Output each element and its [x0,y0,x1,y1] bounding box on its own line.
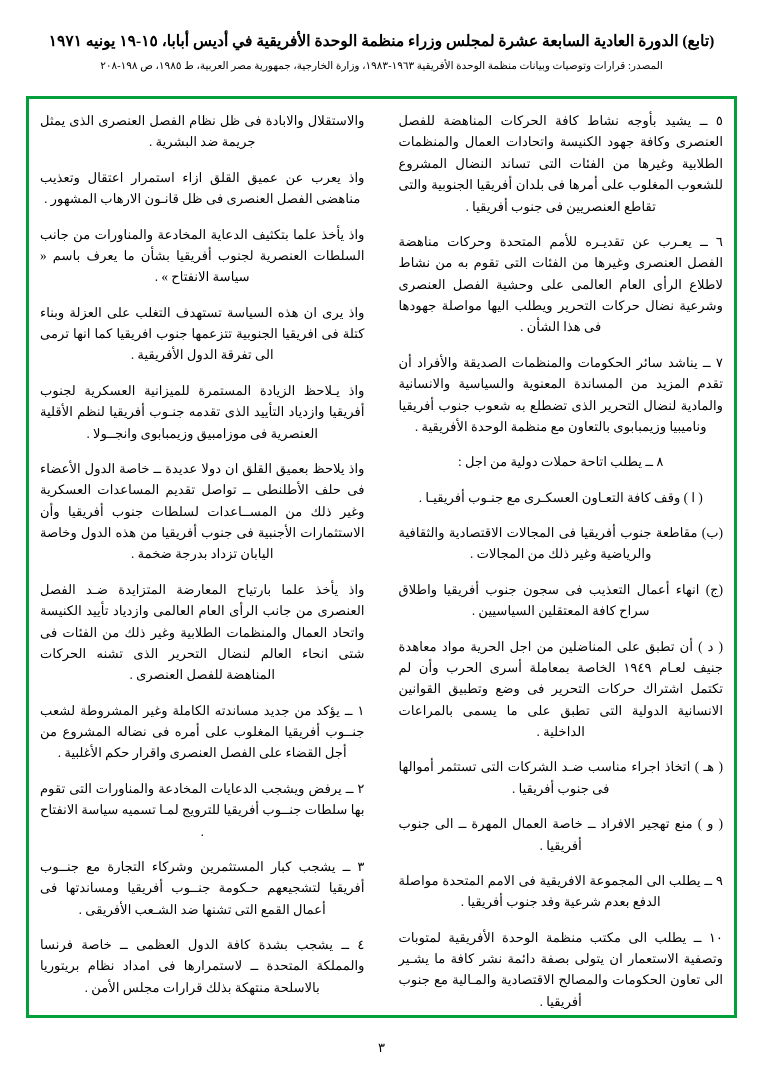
paragraph: واذ يعرب عن عميق القلق ازاء استمرار اعتقال وتعذيب مناهضى الفصل العنصرى فى ظل قانـون الارهاب المشهور . [40,169,365,207]
paragraph: واذ يرى ان هذه السياسة تستهدف التغلب على العزلة وبناء كتلة فى افريقيا الجنوبية تتزعمها جنوب افريقيا كما انها ترمى الى تفرقة الدول الأفريقية . [40,304,365,363]
paragraph: ٨ ــ يطلب اتاحة حملات دولية من اجل : [457,454,664,470]
paragraph: واذ يأخذ علما بتكثيف الدعاية المخادعة والمناورات من جانب السلطات العنصرية لجنوب أفريقيا بشأن ما يعرف باسم « سياسة الانفتاح » . [40,226,365,285]
paragraph: (ب) مقاطعة جنوب أفريقيا فى المجالات الاقتصادية والثقافية والرياضية وغير ذلك من المجالات . [398,525,723,562]
paragraph: ١ ــ يؤكد من جديد مساندته الكاملة وغير المشروطة لشعب جنــوب أفريقيا المغلوب على أمره فى نضاله المشروع من أجل القضاء على الفصل العنصرى واقرار حكم الأغلبية . [40,702,365,761]
paragraph: واذ يـلاحظ الزيادة المستمرة للميزانية العسكرية لجنوب أفريقيا وازدياد التأييد الذى تقدمه جنـوب أفريقيا لنظم الأقلية العنصرية فى موزامبيق وزيمبابوى وانجــولا . [40,382,365,441]
paragraph: ٩ ــ يطلب الى المجموعة الافريقية فى الامم المتحدة مواصلة الدفع بعدم شرعية وفد جنوب أفريقيا . [398,872,723,910]
paragraph: ( هـ ) اتخاذ اجراء مناسب ضـد الشركات التى تستثمر أموالها فى جنوب أفريقيا . [398,759,723,796]
paragraph: ٤ ــ يشجب بشدة كافة الدول العظمى ــ خاصة فرنسا والمملكة المتحدة ــ لاستمرارها فى امداد نظام بريتوريا بالاسلحة منتهكة بذلك قرارات مجلس الأمن . [40,937,365,995]
paragraph: واذ يلاحظ بعميق القلق ان دولا عديدة ــ خاصة الدول الأعضاء فى حلف الأطلنطى ــ تواصل تقديم المساعدات العسكرية وغير ذلك من المســاعدات لسلطات جنوب أفريقيا وأن الاستثمارات الأجنبية فى جنوب أفريقيا من هذه الدول وخاصة اليابان تزداد بدرجة ضخمة . [40,460,365,562]
page-number: ٣ [378,1040,385,1055]
paragraph: ٧ ــ يناشد سائر الحكومات والمنظمات الصديقة والأفراد أن تقدم المزيد من المساندة المعنوية والسياسية والانسانية والمادية لنضال التحرير الذى تضطلع به شعوب جنوب أفريقيا وناميبيا وزيمبابوى بالتعاون مع منظمة الوحدة الأفريقية . [398,354,723,434]
paragraph: والاستقلال والابادة فى ظل نظام الفصل العنصرى الذى يمثل جريمة ضد البشرية . [40,113,365,150]
paragraph: ٣ ــ يشجب كبار المستثمرين وشركاء التجارة مع جنــوب أفريقيا لتشجيعهم حـكومة جنــوب أفريقيا ومساندتها فى أعمال القمع التى تشنها ضد الشـعب الأفريقى . [40,858,365,917]
paragraph: ٥ ــ يشيد بأوجه نشاط كافة الحركات المناهضة للفصل العنصرى وكافة جهود الكنيسة واتحادات العمال والمنظمات الطلابية وغيرها من الفئات التى تساند النضال المشروع للشعوب المغلوب على أمرها فى بلدان أفريقيا الجنوبية والتى تقاطع العنصريين فى جنوب أفريقيا . [398,113,723,214]
document-title: (تابع) الدورة العادية السابعة عشرة لمجلس وزراء منظمة الوحدة الأفريقية في أديس أبابا، ١٥-١٩ يونيه ١٩٧١ [48,33,715,50]
document-source: المصدر: قرارات وتوصيات وبيانات منظمة الوحدة الأفريقية ١٩٦٣-١٩٨٣، وزارة الخارجية، جمهورية مصر العربية، ط ١٩٨٥، ص ١٩٨-٢٠٨ [100,61,663,73]
paragraph: ٦ ــ يعـرب عن تقديـره للأمم المتحدة وحركات مناهضة الفصل العنصرى وغيرها من الفئات التى تقوم به من نشاط لاطلاع الرأى العام العالمى على وحشية الفصل العنصرى وشرعية نضال حركات التحرير ويطلب اليها مواصلة جهودها فى هذا الشأن . [398,233,723,335]
paragraph: ١٠ ــ يطلب الى مكتب منظمة الوحدة الأفريقية لمتوبات وتصفية الاستعمار ان يتولى بصفة دائمة نشر كافة ما يشـير الى تعاون الحكومات والمصالح الاقتصادية والمـالية مع جنوب أفريقيا . [398,929,723,1009]
text-columns [39,110,723,1009]
page-header [0,0,763,75]
column-right [398,110,724,1009]
paragraph: ( و ) منع تهجير الافراد ــ خاصة العمال المهرة ــ الى جنوب أفريقيا . [398,816,723,853]
paragraph: (ج) انهاء أعمال التعذيب فى سجون جنوب أفريقيا واطلاق سراح كافة المعتقلين السياسيين . [398,581,723,619]
paragraph: ( د ) أن تطبق على المناضلين من اجل الحرية مواد معاهدة جنيف لعـام ١٩٤٩ الخاصة بمعاملة أسرى الحرب وأن لم تكتمل اشتراك حركات التحرير فى وضع وتطبيق القوانين الانسانية الدولية التى تطبق على ما يسمى بالمراعات الداخلية . [398,638,723,739]
paragraph: واذ يأخذ علما بارتياح المعارضة المتزايدة ضـد الفصل العنصرى من جانب الرأى العام العالمى وازدياد تأييد الكنيسة واتحاد العمال والمنظمات الطلابية وغير ذلك من الفئات فى شتى انحاء العالم لنضال التحرير الذى تشنه الحركات المناهضة للفصل العنصرى . [40,581,365,683]
paragraph: ( ا ) وقف كافة التعـاون العسكـرى مع جنـوب أفريقيـا . [418,489,703,505]
paragraph: ٢ ــ يرفض ويشجب الدعايات المخادعة والمناورات التى تقوم بها سلطات جنــوب أفريقيا للترويج لمـا تسميه سياسة الانفتاح . [39,780,365,839]
column-left [40,110,365,1004]
